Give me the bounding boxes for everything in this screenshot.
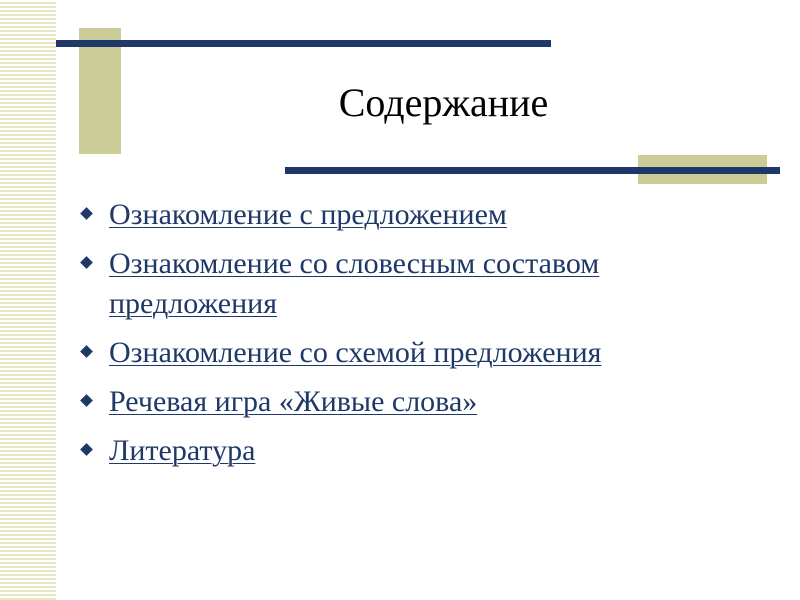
diamond-bullet-icon (80, 345, 93, 358)
bottom-rule (285, 167, 780, 174)
contents-list (78, 195, 758, 480)
list-item (78, 431, 758, 471)
diamond-bullet-icon (80, 207, 93, 220)
link-literature[interactable]: Литература (109, 434, 256, 467)
diamond-bullet-icon (80, 443, 93, 456)
link-sentence-intro[interactable]: Ознакомление с предложением (109, 198, 507, 231)
list-item (78, 195, 758, 235)
slide-title: Содержание (338, 80, 549, 125)
top-rule (56, 40, 551, 47)
list-item (78, 244, 758, 324)
link-word-composition[interactable]: Ознакомление со словесным составом предложения (109, 247, 600, 320)
diamond-bullet-icon (80, 256, 93, 269)
link-speech-game[interactable]: Речевая игра «Живые слова» (109, 385, 478, 418)
link-sentence-scheme[interactable]: Ознакомление со схемой предложения (109, 336, 602, 369)
diamond-bullet-icon (80, 394, 93, 407)
list-item (78, 333, 758, 373)
list-item (78, 382, 758, 422)
